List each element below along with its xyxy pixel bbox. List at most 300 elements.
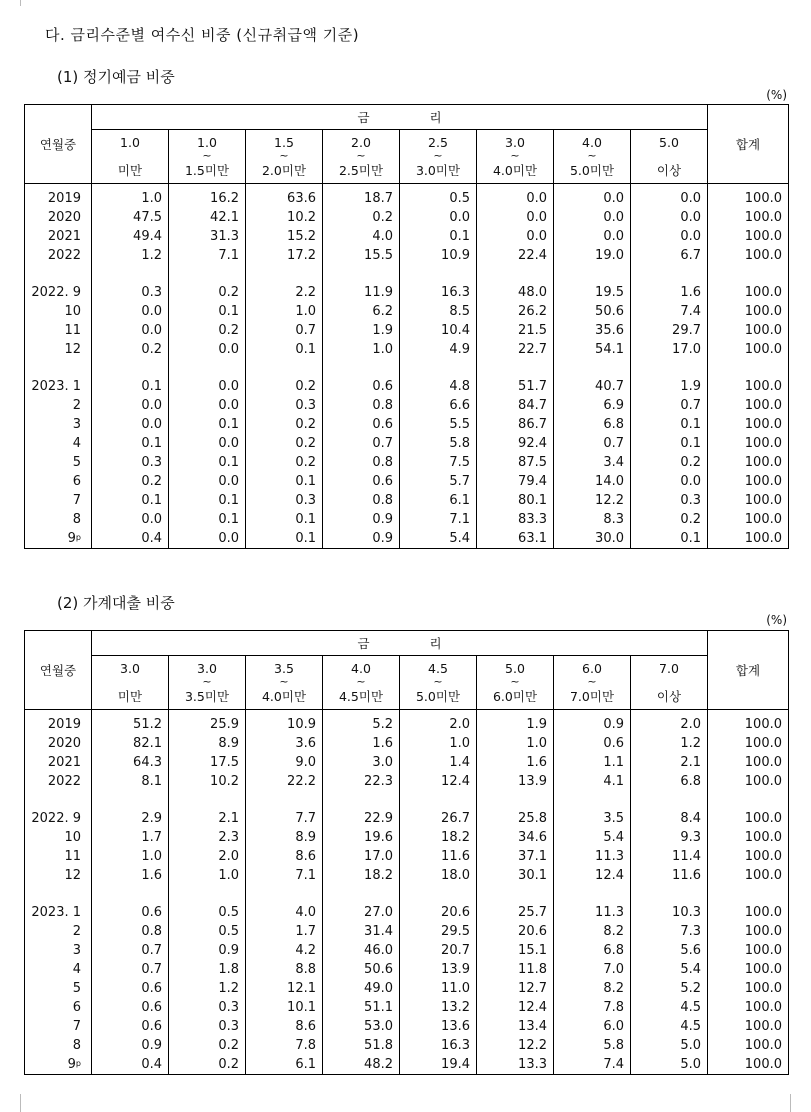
rate-band-separator: ~ (433, 675, 443, 688)
share-cell: 7.0 (554, 960, 631, 979)
share-cell: 0.5 (169, 903, 246, 922)
share-cell: 5.2 (323, 710, 400, 735)
share-cell: 6.8 (554, 415, 631, 434)
share-cell: 31.3 (169, 227, 246, 246)
share-cell: 3.4 (554, 453, 631, 472)
share-cell: 12.1 (246, 979, 323, 998)
share-cell: 8.2 (554, 922, 631, 941)
table-row (25, 922, 789, 941)
share-cell: 0.2 (323, 208, 400, 227)
share-cell: 7.8 (246, 1036, 323, 1055)
share-cell: 0.0 (92, 321, 169, 340)
share-cell: 9.3 (631, 828, 708, 847)
share-cell: 1.9 (323, 321, 400, 340)
total-cell: 100.0 (708, 472, 789, 491)
share-cell: 40.7 (554, 377, 631, 396)
share-cell: 0.6 (92, 979, 169, 998)
period-cell (25, 396, 92, 415)
table-row (25, 828, 789, 847)
share-cell: 0.0 (631, 472, 708, 491)
total-cell: 100.0 (708, 828, 789, 847)
period-label: 6 (72, 1000, 81, 1015)
period-label: 2022. 9 (31, 285, 81, 300)
period-cell (25, 1017, 92, 1036)
share-cell: 3.6 (246, 734, 323, 753)
share-cell: 1.9 (477, 710, 554, 735)
rate-band-separator: ~ (510, 149, 520, 162)
rate-band-header (169, 130, 246, 184)
share-cell: 0.7 (92, 960, 169, 979)
share-cell: 16.3 (400, 1036, 477, 1055)
share-cell: 0.2 (92, 472, 169, 491)
share-cell: 0.8 (92, 922, 169, 941)
period-cell (25, 772, 92, 791)
rate-band-lower: 7.0 (659, 661, 679, 676)
share-cell: 79.4 (477, 472, 554, 491)
rate-band-header (169, 656, 246, 710)
share-cell: 18.2 (323, 866, 400, 885)
rate-band-header (631, 130, 708, 184)
rate-band-header (400, 656, 477, 710)
table-row (25, 321, 789, 340)
share-cell: 1.6 (477, 753, 554, 772)
total-cell: 100.0 (708, 510, 789, 529)
share-cell: 0.1 (631, 415, 708, 434)
share-cell: 37.1 (477, 847, 554, 866)
share-cell: 25.9 (169, 710, 246, 735)
share-cell: 11.8 (477, 960, 554, 979)
share-cell: 1.7 (92, 828, 169, 847)
share-cell: 0.3 (246, 396, 323, 415)
period-label: 2021 (47, 229, 81, 244)
rate-band-separator: ~ (202, 675, 212, 688)
share-cell: 31.4 (323, 922, 400, 941)
rate-band-separator: ~ (356, 149, 366, 162)
period-cell (25, 903, 92, 922)
table-row (25, 208, 789, 227)
share-cell: 0.0 (631, 227, 708, 246)
period-label: 9 (67, 531, 76, 546)
table-row (25, 866, 789, 885)
header-rate-group: 금 리 (92, 105, 708, 130)
share-cell: 0.0 (477, 227, 554, 246)
share-cell: 10.2 (169, 772, 246, 791)
share-cell: 18.2 (400, 828, 477, 847)
rate-band-lower: 1.0 (120, 135, 140, 150)
share-cell: 2.0 (169, 847, 246, 866)
crop-mark-bottom-right (790, 1094, 791, 1112)
period-label: 2019 (47, 191, 81, 206)
share-cell: 2.0 (400, 710, 477, 735)
rate-band-header (92, 656, 169, 710)
share-cell: 22.9 (323, 809, 400, 828)
total-cell: 100.0 (708, 453, 789, 472)
period-cell (25, 866, 92, 885)
share-cell: 7.7 (246, 809, 323, 828)
total-cell: 100.0 (708, 340, 789, 359)
header-rate-group: 금 리 (92, 631, 708, 656)
rate-band-header (631, 656, 708, 710)
share-cell: 1.4 (400, 753, 477, 772)
share-cell: 53.0 (323, 1017, 400, 1036)
page-title: 다. 금리수준별 여수신 비중 (신규취급액 기준) (45, 26, 360, 44)
period-label: 7 (72, 1019, 81, 1034)
period-cell (25, 979, 92, 998)
rate-band-header (400, 130, 477, 184)
period-label: 2021 (47, 755, 81, 770)
share-cell: 0.7 (323, 434, 400, 453)
total-cell: 100.0 (708, 922, 789, 941)
share-cell: 84.7 (477, 396, 554, 415)
share-cell: 6.7 (631, 246, 708, 265)
period-cell (25, 184, 92, 209)
period-label: 4 (72, 436, 81, 451)
table-row (25, 1036, 789, 1055)
share-cell: 0.8 (323, 491, 400, 510)
table-row (25, 529, 789, 549)
share-cell: 63.6 (246, 184, 323, 209)
share-cell: 16.2 (169, 184, 246, 209)
rate-band-header (477, 656, 554, 710)
share-cell: 0.0 (169, 340, 246, 359)
period-label: 2020 (47, 210, 81, 225)
share-cell: 0.1 (92, 377, 169, 396)
share-cell: 63.1 (477, 529, 554, 549)
share-cell: 0.7 (631, 396, 708, 415)
period-label: 8 (72, 1038, 81, 1053)
rate-band-upper: 2.0미만 (261, 163, 307, 178)
rate-band-lower: 3.0 (120, 661, 140, 676)
share-cell: 6.1 (246, 1055, 323, 1075)
share-cell: 0.6 (323, 472, 400, 491)
share-cell: 12.4 (477, 998, 554, 1017)
share-cell: 12.2 (554, 491, 631, 510)
period-cell (25, 828, 92, 847)
table-row (25, 472, 789, 491)
table-row (25, 1017, 789, 1036)
share-cell: 0.6 (323, 377, 400, 396)
share-cell: 1.2 (631, 734, 708, 753)
share-cell: 22.3 (323, 772, 400, 791)
share-cell: 0.1 (169, 453, 246, 472)
rate-band-header (246, 130, 323, 184)
share-cell: 16.3 (400, 283, 477, 302)
share-cell: 0.9 (554, 710, 631, 735)
rate-band-header (323, 656, 400, 710)
rate-band-separator: ~ (279, 149, 289, 162)
group-spacer (25, 359, 789, 377)
share-cell: 86.7 (477, 415, 554, 434)
rate-band-lower: 3.5 (274, 661, 294, 676)
share-cell: 0.7 (554, 434, 631, 453)
share-cell: 13.4 (477, 1017, 554, 1036)
share-cell: 0.6 (92, 903, 169, 922)
share-cell: 1.0 (169, 866, 246, 885)
table-row (25, 510, 789, 529)
period-cell (25, 321, 92, 340)
rate-band-upper: 5.0미만 (415, 689, 461, 704)
share-cell: 0.0 (169, 529, 246, 549)
rate-band-lower: 2.5 (428, 135, 448, 150)
share-cell: 5.8 (400, 434, 477, 453)
share-cell: 0.9 (169, 941, 246, 960)
table-row (25, 772, 789, 791)
share-cell: 5.4 (554, 828, 631, 847)
period-cell (25, 453, 92, 472)
rate-band-lower: 4.0 (351, 661, 371, 676)
table-row (25, 302, 789, 321)
period-cell (25, 529, 92, 549)
share-cell: 4.0 (323, 227, 400, 246)
share-cell: 0.5 (400, 184, 477, 209)
share-cell: 20.6 (400, 903, 477, 922)
share-cell: 49.4 (92, 227, 169, 246)
share-cell: 11.0 (400, 979, 477, 998)
share-cell: 19.0 (554, 246, 631, 265)
share-cell: 10.4 (400, 321, 477, 340)
share-cell: 2.1 (169, 809, 246, 828)
table-row (25, 960, 789, 979)
table-row (25, 396, 789, 415)
share-cell: 10.2 (246, 208, 323, 227)
period-label: 7 (72, 493, 81, 508)
period-cell (25, 710, 92, 735)
rate-band-lower: 4.0 (582, 135, 602, 150)
share-cell: 0.0 (400, 208, 477, 227)
share-cell: 4.8 (400, 377, 477, 396)
table-row (25, 903, 789, 922)
share-cell: 3.0 (323, 753, 400, 772)
share-cell: 0.0 (631, 184, 708, 209)
share-cell: 0.0 (92, 415, 169, 434)
share-cell: 12.4 (554, 866, 631, 885)
share-cell: 0.3 (631, 491, 708, 510)
share-cell: 8.9 (246, 828, 323, 847)
share-cell: 8.3 (554, 510, 631, 529)
share-cell: 2.9 (92, 809, 169, 828)
total-cell: 100.0 (708, 302, 789, 321)
table-row (25, 415, 789, 434)
share-cell: 1.0 (477, 734, 554, 753)
rate-band-upper: 4.5미만 (338, 689, 384, 704)
share-cell: 0.2 (246, 415, 323, 434)
group-spacer (25, 791, 789, 809)
rate-band-separator (631, 676, 707, 688)
header-period: 연월중 (25, 105, 92, 184)
share-cell: 46.0 (323, 941, 400, 960)
total-cell: 100.0 (708, 809, 789, 828)
share-cell: 0.0 (477, 184, 554, 209)
period-label: 2023. 1 (31, 379, 81, 394)
period-label: 2023. 1 (31, 905, 81, 920)
share-cell: 6.1 (400, 491, 477, 510)
share-cell: 22.7 (477, 340, 554, 359)
share-cell: 10.9 (246, 710, 323, 735)
table-row (25, 753, 789, 772)
share-cell: 0.4 (92, 529, 169, 549)
rate-band-lower: 4.5 (428, 661, 448, 676)
rate-band-upper: 2.5미만 (338, 163, 384, 178)
period-label: 4 (72, 962, 81, 977)
share-cell: 0.4 (92, 1055, 169, 1075)
rate-band-separator (92, 150, 168, 162)
share-cell: 0.9 (323, 529, 400, 549)
period-cell (25, 809, 92, 828)
share-cell: 0.0 (631, 208, 708, 227)
total-cell: 100.0 (708, 979, 789, 998)
share-cell: 80.1 (477, 491, 554, 510)
share-cell: 22.4 (477, 246, 554, 265)
period-cell (25, 340, 92, 359)
rate-band-header (92, 130, 169, 184)
share-cell: 87.5 (477, 453, 554, 472)
share-cell: 5.0 (631, 1055, 708, 1075)
period-label: 11 (64, 323, 81, 338)
share-cell: 2.1 (631, 753, 708, 772)
share-cell: 7.3 (631, 922, 708, 941)
table-row (25, 1055, 789, 1075)
share-cell: 0.1 (246, 529, 323, 549)
share-cell: 0.2 (246, 434, 323, 453)
rate-band-lower: 3.0 (197, 661, 217, 676)
share-cell: 6.9 (554, 396, 631, 415)
deposit-share-table (24, 104, 789, 549)
header-total: 합계 (708, 631, 789, 710)
share-cell: 11.3 (554, 847, 631, 866)
share-cell: 4.5 (631, 998, 708, 1017)
total-cell: 100.0 (708, 396, 789, 415)
share-cell: 8.6 (246, 1017, 323, 1036)
share-cell: 0.3 (92, 283, 169, 302)
unit-label-loans: (%) (766, 613, 787, 627)
total-cell: 100.0 (708, 434, 789, 453)
share-cell: 4.1 (554, 772, 631, 791)
table-row (25, 941, 789, 960)
share-cell: 0.1 (169, 302, 246, 321)
period-cell (25, 510, 92, 529)
share-cell: 0.1 (400, 227, 477, 246)
period-cell (25, 434, 92, 453)
share-cell: 0.9 (323, 510, 400, 529)
share-cell: 0.0 (92, 510, 169, 529)
share-cell: 64.3 (92, 753, 169, 772)
rate-band-upper: 1.5미만 (184, 163, 230, 178)
share-cell: 1.0 (92, 184, 169, 209)
period-label: 2 (72, 924, 81, 939)
total-cell: 100.0 (708, 415, 789, 434)
share-cell: 50.6 (323, 960, 400, 979)
period-cell (25, 302, 92, 321)
share-cell: 0.0 (169, 396, 246, 415)
share-cell: 10.1 (246, 998, 323, 1017)
total-cell: 100.0 (708, 710, 789, 735)
share-cell: 1.0 (323, 340, 400, 359)
share-cell: 0.1 (246, 340, 323, 359)
share-cell: 4.5 (631, 1017, 708, 1036)
period-cell (25, 960, 92, 979)
share-cell: 1.6 (323, 734, 400, 753)
rate-band-separator (92, 676, 168, 688)
share-cell: 15.1 (477, 941, 554, 960)
period-cell (25, 941, 92, 960)
total-cell: 100.0 (708, 529, 789, 549)
table-row (25, 979, 789, 998)
share-cell: 0.1 (246, 510, 323, 529)
share-cell: 0.7 (246, 321, 323, 340)
share-cell: 13.3 (477, 1055, 554, 1075)
period-cell (25, 847, 92, 866)
period-cell (25, 922, 92, 941)
period-label: 12 (64, 342, 81, 357)
share-cell: 0.2 (169, 283, 246, 302)
share-cell: 0.2 (169, 1055, 246, 1075)
share-cell: 11.3 (554, 903, 631, 922)
rate-band-separator: ~ (202, 149, 212, 162)
share-cell: 82.1 (92, 734, 169, 753)
rate-band-separator: ~ (587, 675, 597, 688)
rate-band-header (246, 656, 323, 710)
total-cell: 100.0 (708, 998, 789, 1017)
table-row (25, 998, 789, 1017)
header-period: 연월중 (25, 631, 92, 710)
share-cell: 18.7 (323, 184, 400, 209)
share-cell: 6.2 (323, 302, 400, 321)
table-row (25, 491, 789, 510)
share-cell: 5.7 (400, 472, 477, 491)
share-cell: 27.0 (323, 903, 400, 922)
share-cell: 7.4 (631, 302, 708, 321)
share-cell: 0.0 (554, 184, 631, 209)
period-label: 11 (64, 849, 81, 864)
period-label: 6 (72, 474, 81, 489)
share-cell: 0.6 (323, 415, 400, 434)
share-cell: 29.7 (631, 321, 708, 340)
table-row (25, 847, 789, 866)
share-cell: 1.2 (92, 246, 169, 265)
share-cell: 6.8 (554, 941, 631, 960)
period-label: 3 (72, 943, 81, 958)
share-cell: 1.0 (246, 302, 323, 321)
rate-band-separator: ~ (279, 675, 289, 688)
share-cell: 1.0 (92, 847, 169, 866)
period-label: 12 (64, 868, 81, 883)
rate-band-separator: ~ (433, 149, 443, 162)
share-cell: 34.6 (477, 828, 554, 847)
rate-band-upper: 미만 (117, 163, 143, 178)
period-label: 2022 (47, 248, 81, 263)
share-cell: 1.8 (169, 960, 246, 979)
share-cell: 0.6 (92, 998, 169, 1017)
share-cell: 7.1 (400, 510, 477, 529)
share-cell: 48.2 (323, 1055, 400, 1075)
share-cell: 51.7 (477, 377, 554, 396)
rate-band-lower: 5.0 (505, 661, 525, 676)
share-cell: 51.2 (92, 710, 169, 735)
share-cell: 0.2 (92, 340, 169, 359)
total-cell: 100.0 (708, 1055, 789, 1075)
total-cell: 100.0 (708, 903, 789, 922)
share-cell: 8.1 (92, 772, 169, 791)
share-cell: 5.5 (400, 415, 477, 434)
share-cell: 6.6 (400, 396, 477, 415)
total-cell: 100.0 (708, 283, 789, 302)
share-cell: 0.1 (169, 510, 246, 529)
share-cell: 25.7 (477, 903, 554, 922)
rate-band-lower: 6.0 (582, 661, 602, 676)
share-cell: 30.1 (477, 866, 554, 885)
share-cell: 1.1 (554, 753, 631, 772)
rate-band-upper: 3.0미만 (415, 163, 461, 178)
